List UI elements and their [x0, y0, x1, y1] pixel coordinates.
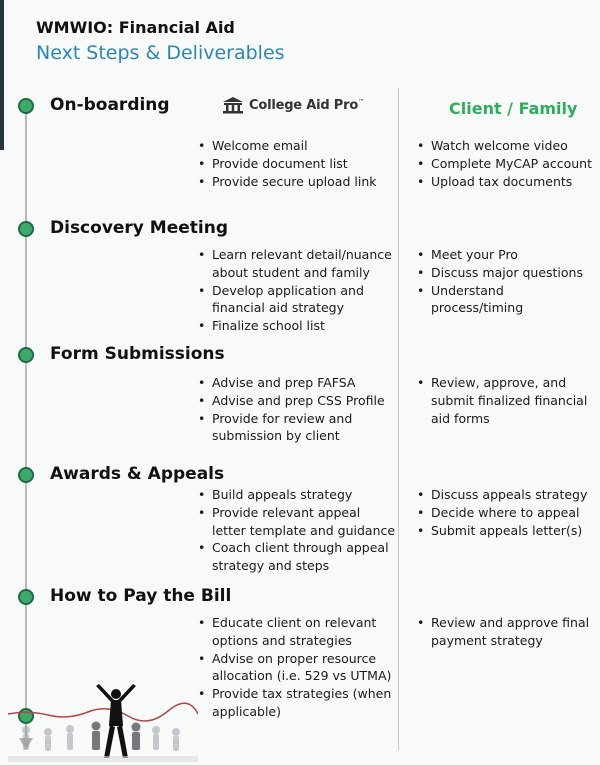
pro-list-forms	[196, 374, 396, 445]
runner-finish-line-icon	[8, 680, 198, 762]
timeline-line	[25, 102, 27, 742]
list-item: • Advise on proper resource allocation (i.e. 529 vs UTMA)	[196, 650, 396, 686]
list-item: • Provide secure upload link	[196, 173, 396, 191]
page-title: WMWIO: Financial Aid	[36, 18, 235, 37]
column-divider	[398, 88, 399, 750]
list-item: • Watch welcome video	[415, 137, 597, 155]
list-item: • Develop application and financial aid strategy	[196, 282, 396, 318]
stage-title-forms: Form Submissions	[50, 344, 225, 364]
stage-title-pay: How to Pay the Bill	[50, 586, 232, 606]
client-list-pay	[415, 614, 597, 650]
list-item: • Provide relevant appeal letter template and guidance	[196, 504, 396, 540]
building-icon	[222, 96, 244, 114]
list-item: • Provide for review and submission by client	[196, 410, 396, 446]
list-item: • Submit appeals letter(s)	[415, 522, 597, 540]
list-item: • Upload tax documents	[415, 173, 597, 191]
timeline-dot-awards	[18, 467, 34, 483]
college-aid-pro-logo	[222, 96, 364, 114]
pro-list-discovery	[196, 246, 396, 335]
list-item: • Learn relevant detail/nuance about student and family	[196, 246, 396, 282]
client-list-forms	[415, 374, 597, 427]
list-item: • Educate client on relevant options and strategies	[196, 614, 396, 650]
list-item: • Welcome email	[196, 137, 396, 155]
client-list-discovery	[415, 246, 597, 317]
list-item: • Complete MyCAP account	[415, 155, 597, 173]
list-item: • Provide tax strategies (when applicable)	[196, 685, 396, 721]
stage-title-awards: Awards & Appeals	[50, 464, 225, 484]
stage-title-onboarding: On-boarding	[50, 95, 170, 115]
list-item: • Review, approve, and submit finalized financial aid forms	[415, 374, 597, 427]
list-item: • Build appeals strategy	[196, 486, 396, 504]
list-item: • Understand process/timing	[415, 282, 597, 318]
pro-list-awards	[196, 486, 396, 575]
client-list-onboarding	[415, 137, 597, 190]
list-item: • Review and approve final payment strategy	[415, 614, 597, 650]
timeline-dot-onboarding	[18, 98, 34, 114]
list-item: • Provide document list	[196, 155, 396, 173]
list-item: • Finalize school list	[196, 317, 396, 335]
list-item: • Decide where to appeal	[415, 504, 597, 522]
page-subtitle: Next Steps & Deliverables	[36, 42, 285, 64]
list-item: • Advise and prep FAFSA	[196, 374, 396, 392]
logo-text: College Aid Pro™	[249, 97, 364, 113]
stage-title-discovery: Discovery Meeting	[50, 218, 229, 238]
timeline-dot-pay	[18, 589, 34, 605]
pro-list-onboarding	[196, 137, 396, 190]
list-item: • Meet your Pro	[415, 246, 597, 264]
list-item: • Advise and prep CSS Profile	[196, 392, 396, 410]
client-list-awards	[415, 486, 597, 539]
list-item: • Discuss appeals strategy	[415, 486, 597, 504]
timeline-dot-forms	[18, 347, 34, 363]
list-item: • Coach client through appeal strategy and steps	[196, 539, 396, 575]
left-edge-strip	[0, 0, 4, 150]
client-family-header: Client / Family	[449, 99, 578, 118]
pro-list-pay	[196, 614, 396, 721]
timeline-dot-discovery	[18, 221, 34, 237]
list-item: • Discuss major questions	[415, 264, 597, 282]
